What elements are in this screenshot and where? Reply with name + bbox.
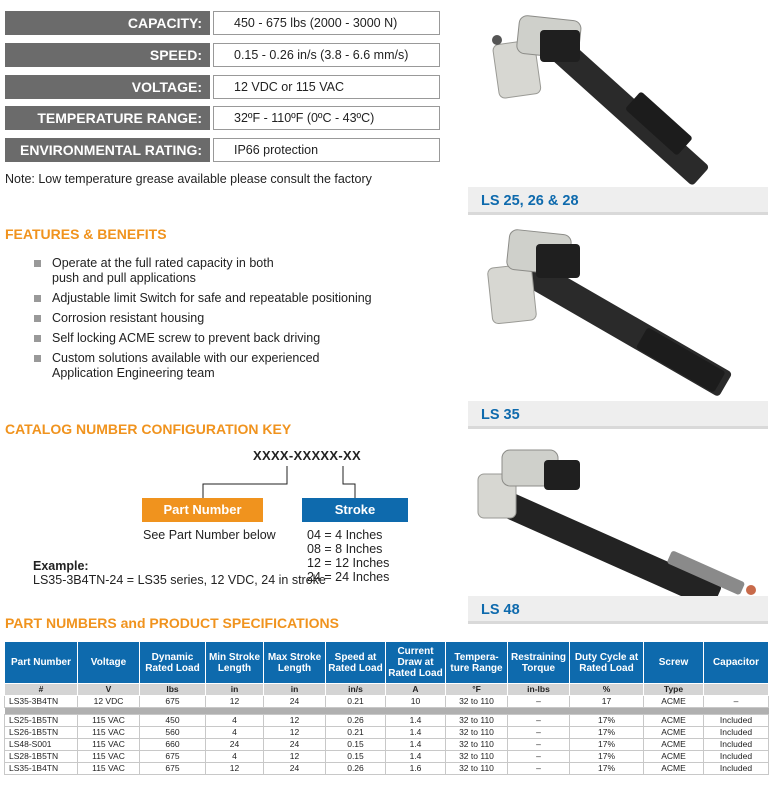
spec-row-capacity	[5, 11, 440, 35]
table-cell: –	[508, 751, 570, 763]
unit-cell: Type	[644, 684, 704, 696]
unit-cell: #	[5, 684, 78, 696]
table-cell: 0.15	[326, 739, 386, 751]
stroke-option: 08 = 8 Inches	[307, 542, 383, 556]
actuator-image	[468, 218, 768, 401]
table-cell: 32 to 110	[446, 727, 508, 739]
unit-cell: in	[264, 684, 326, 696]
table-cell: 32 to 110	[446, 763, 508, 775]
square-bullet-icon	[34, 355, 41, 362]
stroke-option: 24 = 24 Inches	[307, 570, 390, 584]
spec-value: 0.15 - 0.26 in/s (3.8 - 6.6 mm/s)	[213, 43, 440, 67]
feature-item: Operate at the full rated capacity in both push and pull applications	[34, 256, 434, 286]
table-cell: 12	[264, 751, 326, 763]
table-cell: LS25-1B5TN	[5, 715, 78, 727]
product-spec-table	[4, 641, 769, 775]
actuator-image	[468, 0, 768, 187]
unit-cell: %	[570, 684, 644, 696]
table-cell: 12	[206, 696, 264, 708]
feature-item: Self locking ACME screw to prevent back driving	[34, 331, 434, 346]
table-cell: 24	[264, 763, 326, 775]
table-cell: 17%	[570, 751, 644, 763]
table-cell: Included	[704, 715, 769, 727]
spec-row-speed	[5, 43, 440, 67]
table-cell: 17%	[570, 739, 644, 751]
table-cell: 675	[140, 751, 206, 763]
table-cell: 115 VAC	[78, 727, 140, 739]
stroke-box: Stroke	[302, 498, 408, 522]
table-cell: ACME	[644, 751, 704, 763]
example-text: LS35-3B4TN-24 = LS35 series, 12 VDC, 24 in stroke	[33, 573, 326, 587]
table-header: Min Stroke Length	[206, 642, 264, 684]
square-bullet-icon	[34, 295, 41, 302]
table-row	[5, 751, 769, 763]
table-cell: –	[704, 696, 769, 708]
table-row	[5, 696, 769, 708]
table-cell: 12	[206, 763, 264, 775]
stroke-option: 12 = 12 Inches	[307, 556, 390, 570]
table-cell: 24	[206, 739, 264, 751]
table-header: Restraining Torque	[508, 642, 570, 684]
example-heading: Example:	[33, 559, 89, 573]
table-cell: –	[508, 727, 570, 739]
features-list	[34, 256, 434, 386]
catalog-title: CATALOG NUMBER CONFIGURATION KEY	[5, 421, 292, 437]
unit-cell	[704, 684, 769, 696]
feature-item: Corrosion resistant housing	[34, 311, 434, 326]
spec-label: TEMPERATURE RANGE:	[5, 106, 213, 130]
table-cell: Included	[704, 727, 769, 739]
square-bullet-icon	[34, 335, 41, 342]
table-header: Dynamic Rated Load	[140, 642, 206, 684]
table-cell: 450	[140, 715, 206, 727]
table-cell: –	[508, 715, 570, 727]
table-cell: 560	[140, 727, 206, 739]
spec-label: ENVIRONMENTAL RATING:	[5, 138, 213, 162]
table-cell: 32 to 110	[446, 739, 508, 751]
table-cell: 12	[264, 715, 326, 727]
product-card-ls35	[468, 218, 768, 429]
table-cell: 660	[140, 739, 206, 751]
table-cell: 0.21	[326, 696, 386, 708]
table-row	[5, 763, 769, 775]
table-cell: 4	[206, 751, 264, 763]
table-row	[5, 715, 769, 727]
product-card-ls48	[468, 446, 768, 624]
table-cell: 0.15	[326, 751, 386, 763]
table-body	[5, 715, 769, 775]
table-header: Max Stroke Length	[264, 642, 326, 684]
table-cell: 0.26	[326, 715, 386, 727]
table-header: Duty Cycle at Rated Load	[570, 642, 644, 684]
table-cell: 12 VDC	[78, 696, 140, 708]
table-cell: –	[508, 763, 570, 775]
unit-cell: in	[206, 684, 264, 696]
table-title: PART NUMBERS and PRODUCT SPECIFICATIONS	[5, 615, 339, 631]
table-cell: LS48-S001	[5, 739, 78, 751]
table-cell: 17	[570, 696, 644, 708]
table-cell: 675	[140, 763, 206, 775]
spec-label: VOLTAGE:	[5, 75, 213, 99]
spec-row-environmental	[5, 138, 440, 162]
table-cell: 17%	[570, 715, 644, 727]
table-cell: LS28-1B5TN	[5, 751, 78, 763]
table-cell: 1.4	[386, 715, 446, 727]
see-part-number-text: See Part Number below	[143, 528, 276, 542]
unit-cell: lbs	[140, 684, 206, 696]
spec-value: 450 - 675 lbs (2000 - 3000 N)	[213, 11, 440, 35]
table-cell: 12	[264, 727, 326, 739]
table-cell: LS35-3B4TN	[5, 696, 78, 708]
grease-note: Note: Low temperature grease available please consult the factory	[5, 172, 372, 186]
table-cell: 17%	[570, 727, 644, 739]
unit-cell: in/s	[326, 684, 386, 696]
unit-cell: °F	[446, 684, 508, 696]
product-caption: LS 48	[468, 596, 768, 624]
table-cell: 1.6	[386, 763, 446, 775]
table-header: Screw	[644, 642, 704, 684]
table-cell: 17%	[570, 763, 644, 775]
table-cell: 115 VAC	[78, 739, 140, 751]
table-header: Tempera-ture Range	[446, 642, 508, 684]
stroke-option: 04 = 4 Inches	[307, 528, 383, 542]
actuator-image	[468, 446, 768, 596]
table-cell: 32 to 110	[446, 696, 508, 708]
table-header: Voltage	[78, 642, 140, 684]
table-cell: ACME	[644, 739, 704, 751]
table-divider	[5, 708, 769, 715]
part-number-box: Part Number	[142, 498, 263, 522]
feature-item: Adjustable limit Switch for safe and repeatable positioning	[34, 291, 434, 306]
table-cell: 1.4	[386, 727, 446, 739]
table-cell: 115 VAC	[78, 763, 140, 775]
table-cell: LS26-1B5TN	[5, 727, 78, 739]
table-units-row	[5, 684, 769, 696]
spec-row-temperature	[5, 106, 440, 130]
table-cell: 1.4	[386, 751, 446, 763]
features-title: FEATURES & BENEFITS	[5, 226, 167, 242]
table-cell: ACME	[644, 696, 704, 708]
spec-value: 32ºF - 110ºF (0ºC - 43ºC)	[213, 106, 440, 130]
square-bullet-icon	[34, 260, 41, 267]
table-header: Speed at Rated Load	[326, 642, 386, 684]
table-cell: 1.4	[386, 739, 446, 751]
table-cell: 32 to 110	[446, 751, 508, 763]
square-bullet-icon	[34, 315, 41, 322]
spec-label: SPEED:	[5, 43, 213, 67]
table-cell: –	[508, 696, 570, 708]
table-cell: –	[508, 739, 570, 751]
table-cell: ACME	[644, 727, 704, 739]
catalog-code: XXXX-XXXXX-XX	[253, 448, 361, 463]
table-cell: 4	[206, 727, 264, 739]
product-caption: LS 35	[468, 401, 768, 429]
table-cell: Included	[704, 751, 769, 763]
table-cell: 0.26	[326, 763, 386, 775]
unit-cell: V	[78, 684, 140, 696]
table-cell: 24	[264, 696, 326, 708]
table-cell: 0.21	[326, 727, 386, 739]
table-cell: 4	[206, 715, 264, 727]
table-header: Capacitor	[704, 642, 769, 684]
unit-cell: A	[386, 684, 446, 696]
product-card-ls25	[468, 0, 768, 215]
unit-cell: in-lbs	[508, 684, 570, 696]
table-cell: LS35-1B4TN	[5, 763, 78, 775]
spec-value: IP66 protection	[213, 138, 440, 162]
table-header: Current Draw at Rated Load	[386, 642, 446, 684]
table-row	[5, 727, 769, 739]
linear-actuator-icon	[468, 0, 768, 187]
table-cell: ACME	[644, 763, 704, 775]
table-cell: 32 to 110	[446, 715, 508, 727]
table-header: Part Number	[5, 642, 78, 684]
spec-label: CAPACITY:	[5, 11, 213, 35]
table-cell: 675	[140, 696, 206, 708]
linear-actuator-icon	[468, 218, 768, 401]
table-cell: ACME	[644, 715, 704, 727]
table-cell: 10	[386, 696, 446, 708]
product-caption: LS 25, 26 & 28	[468, 187, 768, 215]
spec-row-voltage	[5, 75, 440, 99]
table-row	[5, 739, 769, 751]
table-cell: 115 VAC	[78, 715, 140, 727]
table-cell: 115 VAC	[78, 751, 140, 763]
table-header-row	[5, 642, 769, 684]
feature-item: Custom solutions available with our experienced Application Engineering team	[34, 351, 434, 381]
table-cell: 24	[264, 739, 326, 751]
table-cell: Included	[704, 763, 769, 775]
linear-actuator-icon	[468, 446, 768, 596]
spec-value: 12 VDC or 115 VAC	[213, 75, 440, 99]
table-cell: Included	[704, 739, 769, 751]
